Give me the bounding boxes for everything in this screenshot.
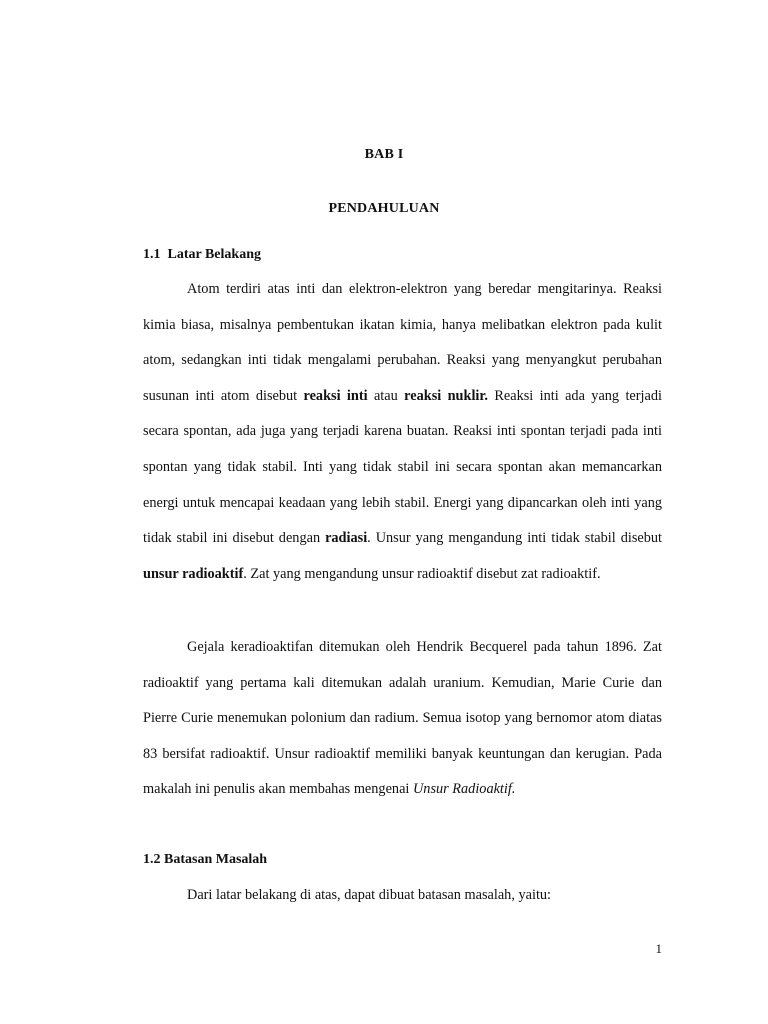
bold-term-reaksi-nuklir: reaksi nuklir. [404,387,488,404]
bold-term-unsur-radioaktif: unsur radioaktif [143,565,244,582]
paragraph-latar-belakang-2 [143,630,662,808]
text-run: atau [367,387,405,404]
chapter-title: PENDAHULUAN [328,201,440,216]
text-run: . Unsur yang mengandung inti tidak stabil disebut [367,530,663,547]
text-run: . Zat yang mengandung unsur radioaktif disebut zat radioaktif. [243,565,601,582]
paragraph-batasan-masalah: Dari latar belakang di atas, dapat dibuat batasan masalah, yaitu: [187,887,552,903]
bold-term-radiasi: radiasi [325,530,368,547]
section-heading-latar-belakang: 1.1 Latar Belakang [143,247,261,262]
page-number: 1 [655,941,662,956]
italic-term-unsur-radioaktif: Unsur Radioaktif. [412,781,516,798]
text-run: Atom terdiri atas inti dan elektron-elektron yang beredar mengitarinya. Reaksi kimia biasa, misalnya pembentukan ikatan kimia, hanya melibatkan elektron pada kulit atom, sedangkan inti tidak mengalami perubahan. Reaksi yang menyangkut perubahan susunan inti atom disebut [143,281,662,404]
text-run: Gejala keradioaktifan ditemukan oleh Hendrik Becquerel pada tahun 1896. Zat radioaktif yang pertama kali ditemukan adalah uranium. Kemudian, Marie Curie dan Pierre Curie menemukan polonium dan radium. Semua isotop yang bernomor atom diatas 83 bersifat radioaktif. Unsur radioaktif memiliki banyak keuntungan dan kerugian. Pada makalah ini penulis akan membahas mengenai [143,639,662,798]
bold-term-reaksi-inti: reaksi inti [303,387,368,404]
text-run: Reaksi inti ada yang terjadi secara spontan, ada juga yang terjadi karena buatan. Reaksi inti spontan terjadi pada inti spontan yang tidak stabil. Inti yang tidak stabil ini secara spontan akan memancarkan energi untuk mencapai keadaan yang lebih stabil. Energi yang dipancarkan oleh inti yang tidak stabil ini disebut dengan [143,387,662,547]
chapter-label: BAB I [364,147,404,162]
paragraph-latar-belakang-1 [143,272,662,592]
section-heading-batasan-masalah: 1.2 Batasan Masalah [143,852,268,867]
